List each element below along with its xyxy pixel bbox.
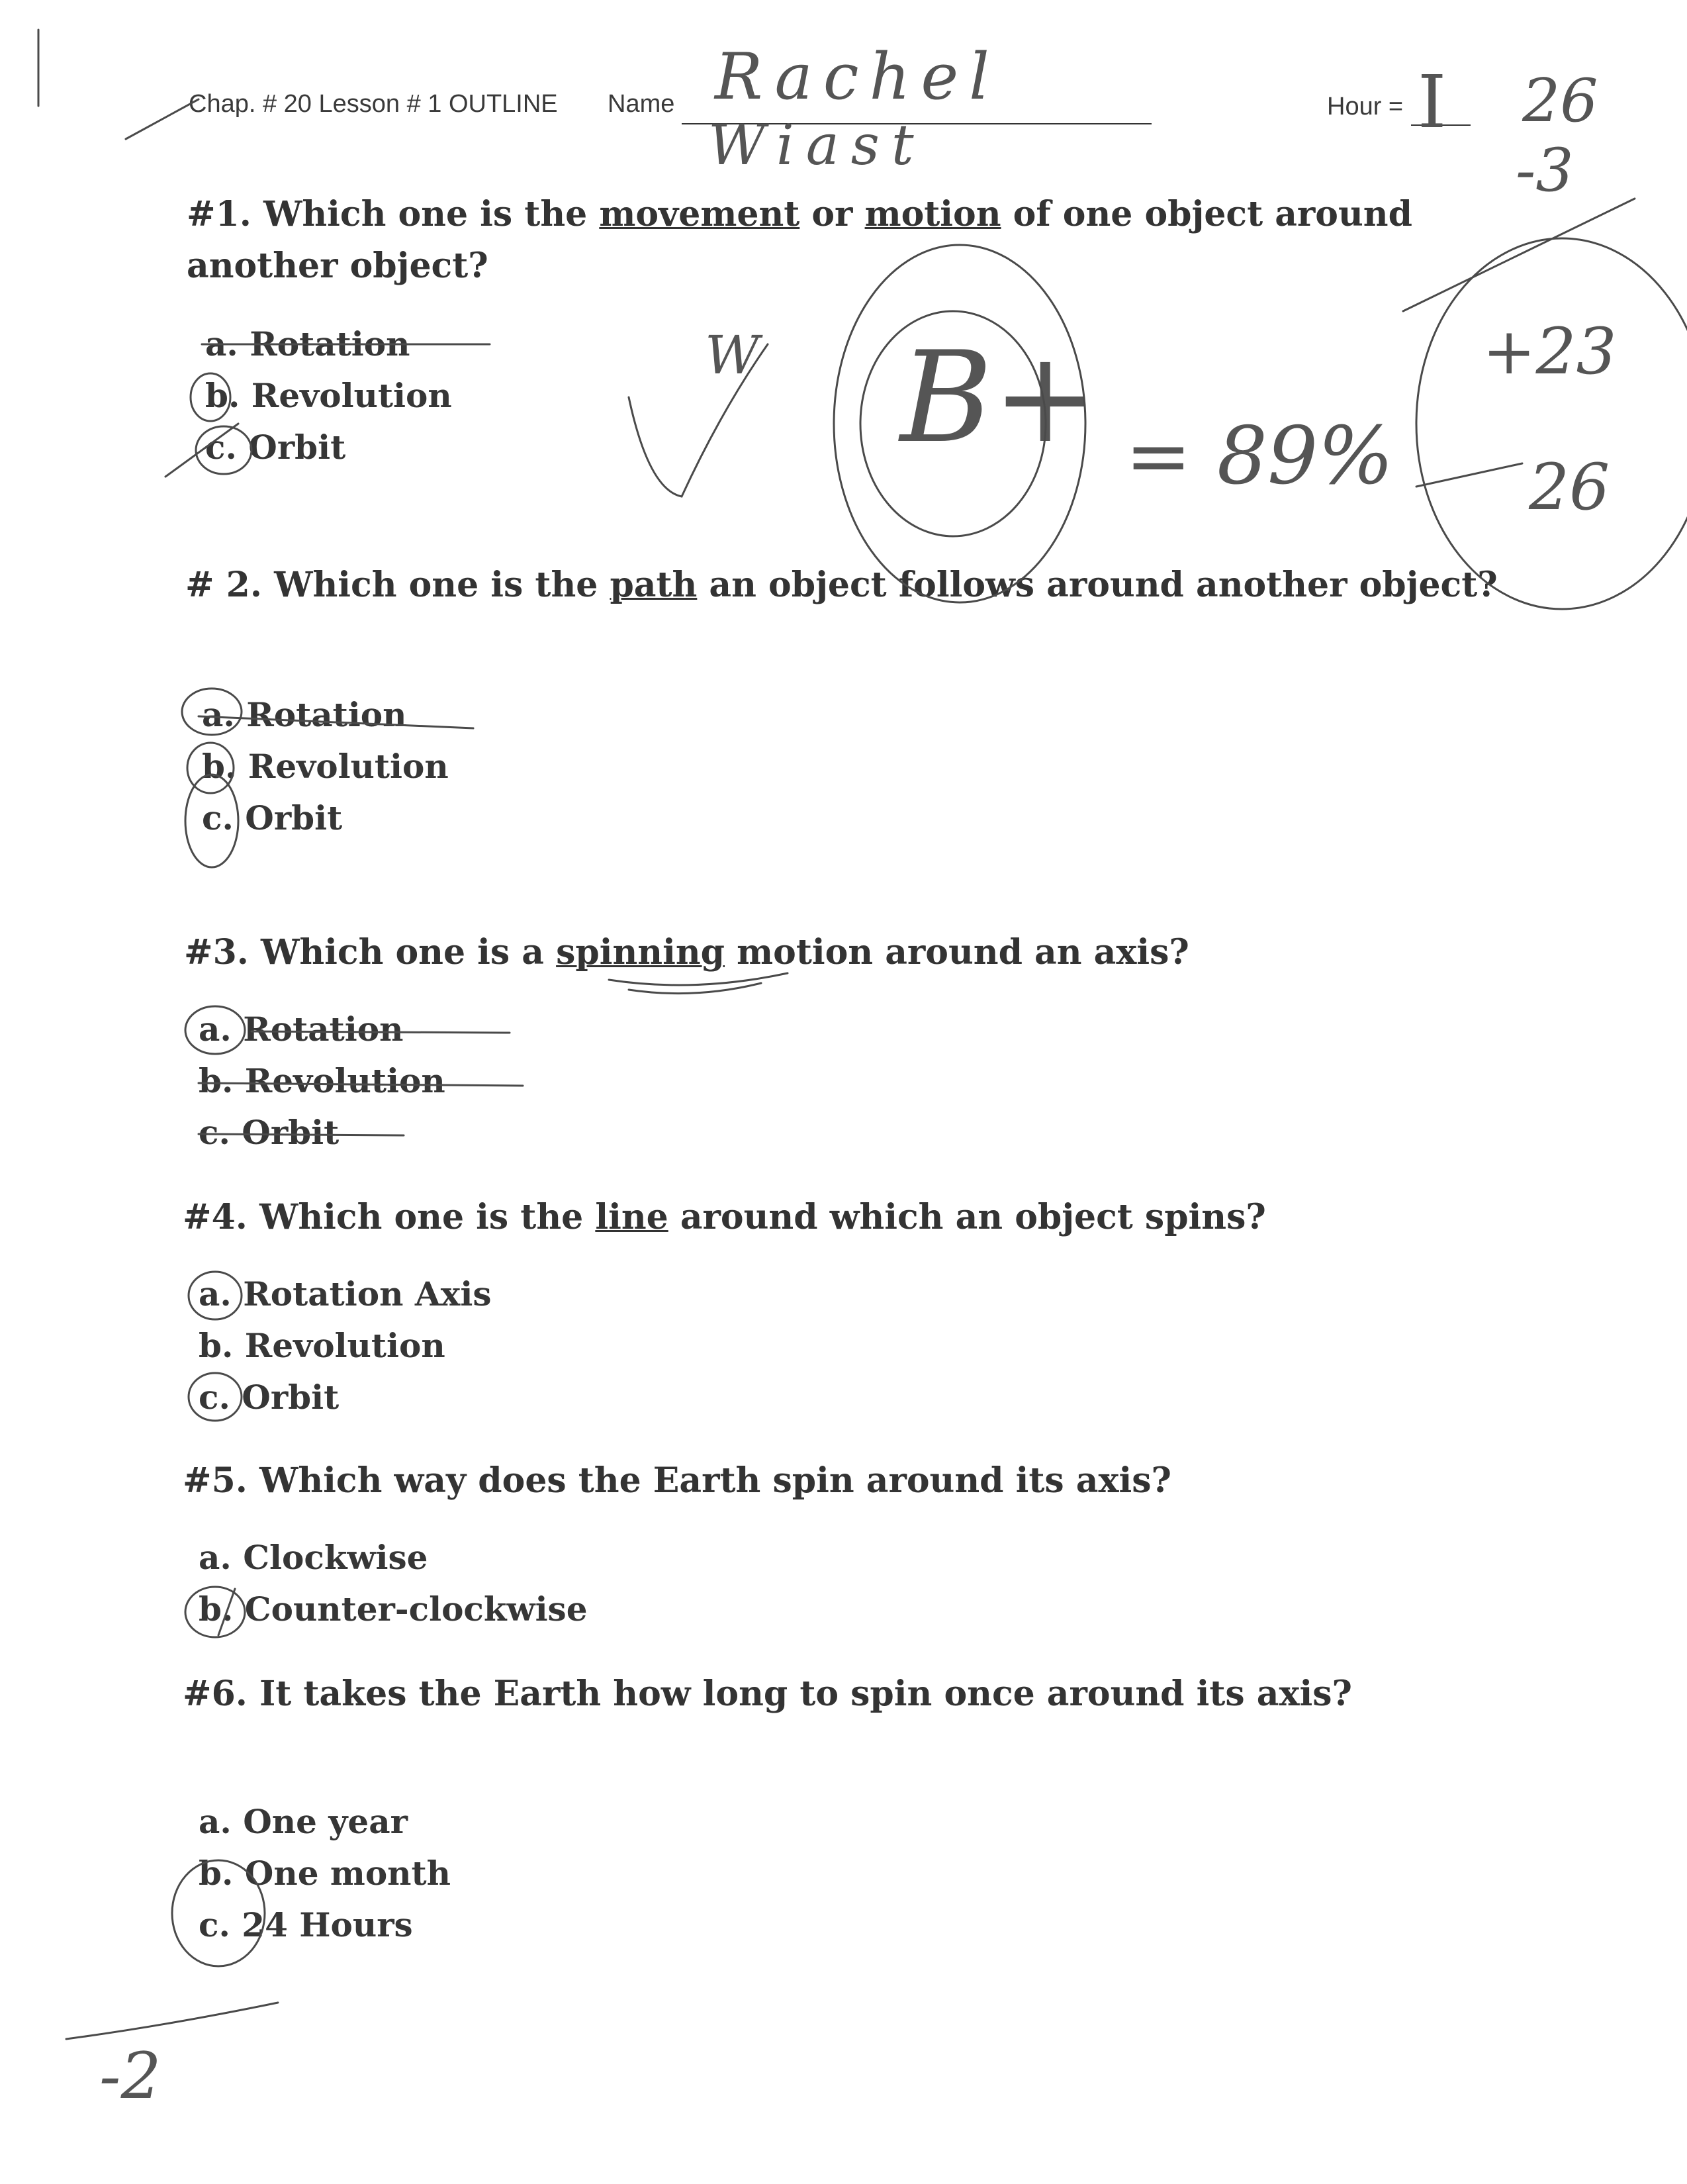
option-4a: a. Rotation Axis [199, 1274, 492, 1313]
option-4b: b. Revolution [199, 1326, 445, 1365]
option-4c: c. Orbit [199, 1378, 340, 1417]
option-5a: a. Clockwise [199, 1538, 428, 1577]
total-points: 26 [1522, 66, 1598, 136]
question-number: #3. [184, 932, 249, 973]
header-slash-mark [126, 99, 199, 139]
option-2b: b. Revolution [202, 747, 449, 786]
option-1c: c. Orbit [205, 428, 346, 467]
question-keyword: path [610, 565, 698, 605]
option-6b: b. One month [199, 1854, 451, 1893]
question-text: of one object around another object? [187, 194, 1412, 286]
bottom-deduction: -2 [99, 2039, 161, 2113]
option-3c: c. Orbit [199, 1113, 340, 1152]
bottom-line-mark [66, 2003, 278, 2039]
letter-grade: B+ [900, 324, 1098, 471]
question-keyword: movement [599, 194, 800, 234]
question-text: Which one is the [263, 194, 600, 234]
score-circle [1416, 238, 1687, 609]
question-6 [183, 1668, 1506, 1720]
question-4 [183, 1192, 1506, 1243]
check-mark: W [705, 324, 760, 386]
question-keyword: spinning [556, 932, 725, 973]
question-keyword: motion [864, 194, 1001, 234]
question-1 [187, 189, 1510, 292]
question-text: an object follows around another object? [697, 565, 1498, 605]
option-5b: b. Counter-clockwise [199, 1590, 588, 1629]
question-number: #5. [183, 1460, 248, 1501]
question-number: # 2. [185, 565, 262, 605]
question-2 [185, 559, 1509, 611]
question-text: Which one is the [259, 1197, 596, 1237]
question-text: Which one is the [274, 565, 610, 605]
question-text: motion around an axis? [725, 932, 1189, 973]
question-text: Which way does the Earth spin around its axis? [259, 1460, 1171, 1501]
option-6c: c. 24 Hours [199, 1905, 413, 1944]
option-6a: a. One year [199, 1802, 408, 1841]
question-keyword: line [595, 1197, 668, 1237]
option-1a: a. Rotation [205, 324, 410, 363]
question-number: #6. [183, 1674, 248, 1714]
question-5 [183, 1455, 1506, 1507]
points-missed: -3 [1516, 136, 1574, 205]
percent-score: = 89% [1125, 410, 1394, 502]
question-text: around which an object spins? [668, 1197, 1266, 1237]
score-fraction-bar [1416, 463, 1522, 487]
score-numerator: +23 [1482, 314, 1617, 389]
chapter-label: Chap. # 20 Lesson # 1 OUTLINE [189, 90, 558, 118]
question-text: or [799, 194, 865, 234]
option-2a: a. Rotation [202, 695, 407, 734]
student-name-line2: Wiast [708, 113, 926, 177]
option-3a: a. Rotation [199, 1010, 404, 1049]
question-number: #1. [187, 194, 251, 234]
hour-label: Hour = [1327, 93, 1404, 120]
hour-value: I [1418, 60, 1447, 144]
question-3 [184, 927, 1508, 978]
name-label: Name [608, 90, 675, 118]
option-3b: b. Revolution [199, 1061, 445, 1100]
option-1b: b. Revolution [205, 376, 452, 415]
score-denominator: 26 [1529, 450, 1610, 524]
option-2c: c. Orbit [202, 798, 343, 837]
question-number: #4. [183, 1197, 248, 1237]
question-text: Which one is a [260, 932, 557, 973]
question-text: It takes the Earth how long to spin once around its axis? [259, 1674, 1352, 1714]
student-name-line1: Rachel [715, 40, 1000, 114]
